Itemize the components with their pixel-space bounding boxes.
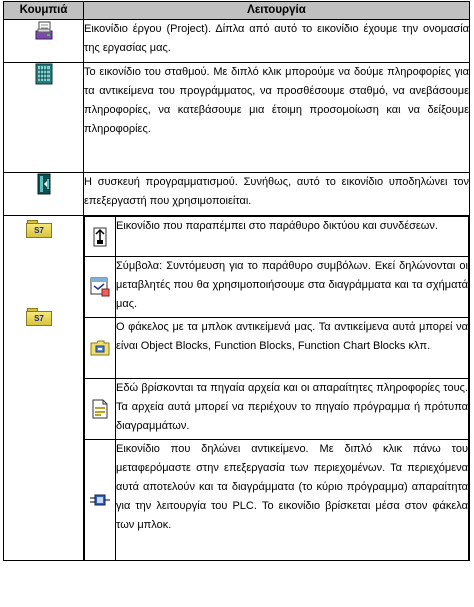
table-header-row (4, 2, 470, 20)
row-text: Σύμβολα: Συντόμευση για το παράθυρο συμβόλων. Εκεί δηλώνονται οι μεταβλητές που θα χρησιμοποιήσουμε στα διαγράμματα και τα σχήματά μας. (116, 257, 469, 318)
buttons-table (3, 1, 470, 561)
icon-cell (85, 318, 116, 379)
sub-table-cell (84, 216, 470, 561)
network-icon (90, 226, 110, 248)
s7-folder-icon: S7 (26, 220, 52, 238)
symbols-icon (89, 276, 111, 298)
row-text: Το εικονίδιο του σταθμού. Με διπλό κλικ μπορούμε να δούμε πληροφορίες για τα αντικείμενα του προγράμματος, να προσθέσουμε σταθμό, να ανεβάσουμε πληροφορίες, να κατεβάσουμε μια έτοιμη προσομοίωση και να δείξουμε πληροφορίες. (84, 63, 470, 173)
header-function: Λειτουργία (84, 2, 470, 20)
sub-row (85, 217, 469, 257)
row-text: Η συσκευή προγραμματισμού. Συνήθως, αυτό το εικονίδιο υποδηλώνει τον επεξεργαστή που χρησιμοποιείται. (84, 173, 470, 216)
row-text: Εδώ βρίσκονται τα πηγαία αρχεία και οι απαραίτητες πληροφορίες τους. Τα αρχεία αυτά μπορεί να περιέχουν το πηγαίο πρόγραμμα ή πρότυπα διαγραμμάτων. (116, 379, 469, 440)
table-row (4, 63, 470, 173)
row-text: Ο φάκελος με τα μπλοκ αντικείμενά μας. Τα αντικείμενα αυτά μπορεί να είναι Object Blocks, Function Blocks, Function Chart Blocks κλπ. (116, 318, 469, 379)
icon-cell (85, 379, 116, 440)
s7-subtable (84, 216, 469, 560)
icon-cell (4, 216, 84, 561)
table-row (4, 20, 470, 63)
row-text: Εικονίδιο έργου (Project). Δίπλα από αυτό το εικονίδιο έχουμε την ονομασία της εργασίας μας. (84, 20, 470, 63)
programming-device-icon (37, 173, 51, 195)
icon-cell (85, 440, 116, 560)
sub-row (85, 257, 469, 318)
row-text: Εικονίδιο που δηλώνει αντικείμενο. Με διπλό κλικ πάνω του μεταφερόμαστε στην επεξεργασία των περιεχομένων. Τα περιεχόμενα αυτά αποτελούν και τα διαγράμματα (το κύριο πρόγραμμα) απαραίτητα για την λειτουργία του PLC. Το εικονίδιο βρίσκεται μέσα στον φάκελα των μπλοκ. (116, 440, 469, 560)
icon-cell (4, 173, 84, 216)
project-icon (34, 20, 54, 42)
s7-folder-icon: S7 (26, 308, 52, 326)
table-row (4, 216, 470, 561)
object-icon (90, 493, 110, 507)
icon-cell (4, 20, 84, 63)
row-text: Εικονίδιο που παραπέμπει στο παράθυρο δικτύου και συνδέσεων. (116, 217, 469, 257)
blocks-folder-icon (90, 339, 110, 357)
icon-cell (4, 63, 84, 173)
table-row (4, 173, 470, 216)
header-buttons: Κουμπιά (4, 2, 84, 20)
icon-cell (85, 217, 116, 257)
sub-row (85, 379, 469, 440)
icon-cell (85, 257, 116, 318)
sources-icon (91, 399, 109, 419)
station-icon (35, 63, 53, 85)
sub-row (85, 318, 469, 379)
sub-row (85, 440, 469, 560)
